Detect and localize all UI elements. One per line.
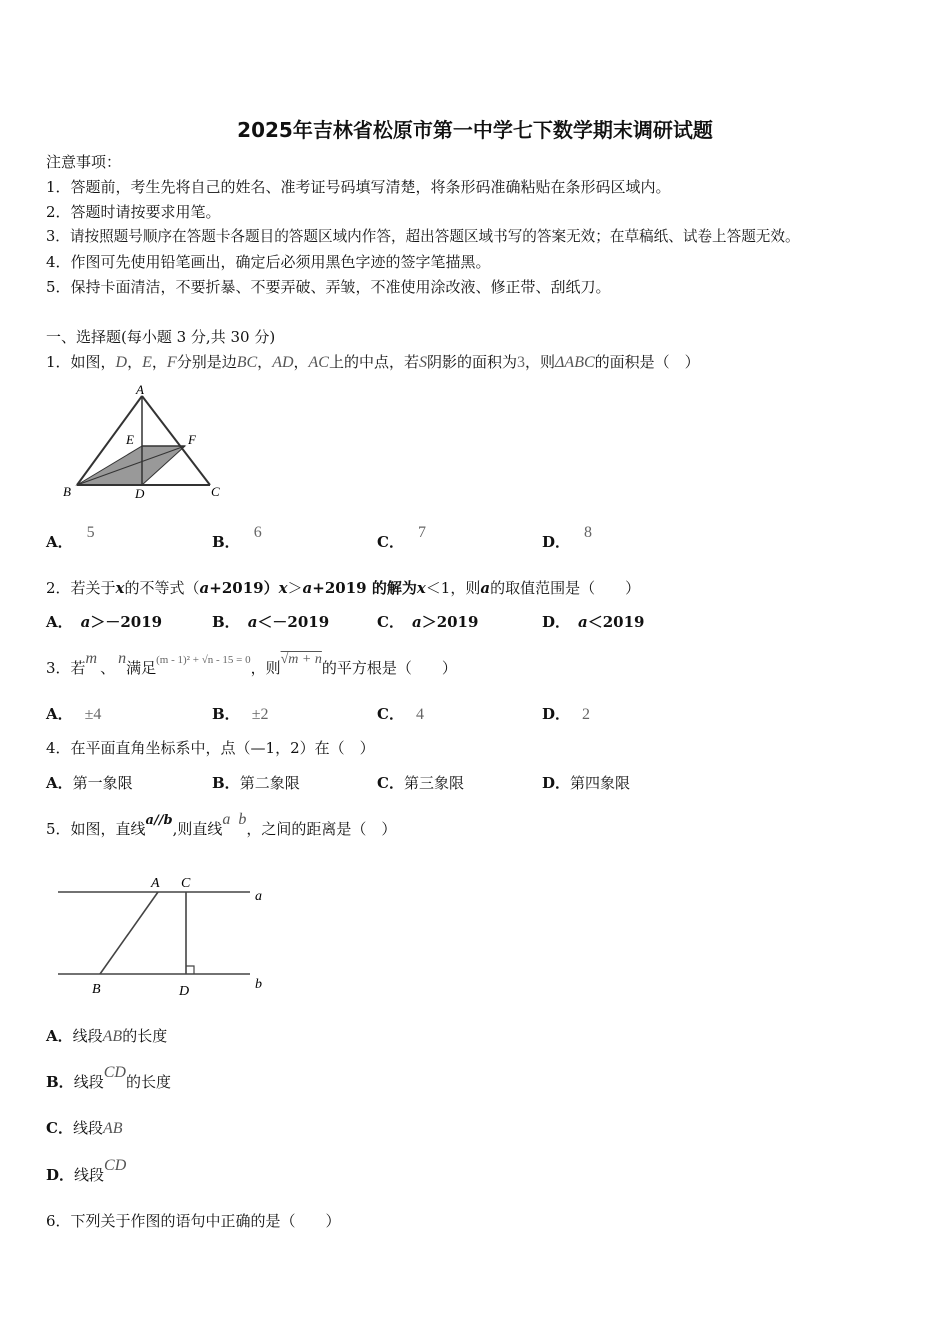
q3-option-d[interactable]: D． 2 <box>542 705 591 723</box>
q4-option-a[interactable]: A．第一象限 <box>46 774 133 792</box>
q3-option-a[interactable]: A． ±4 <box>46 705 102 723</box>
q2-option-d[interactable]: D． a＜2019 <box>542 613 645 631</box>
q2-option-b[interactable]: B． a＜－2019 <box>212 613 330 631</box>
triangle-figure <box>55 380 230 505</box>
notice-item: 1．答题前，考生先将自己的姓名、准考证号码填写清楚，将条形码准确粘贴在条形码区域内。 <box>46 178 671 196</box>
q1-option-c[interactable]: C．7 <box>377 524 426 551</box>
q5-option-b[interactable]: B．线段CD的长度 <box>46 1064 171 1091</box>
fig-label-b: b <box>255 977 262 992</box>
question-2-stem: 2．若关于x的不等式（a+2019）x＞a+2019 的解为x＜1，则a的取值范围是（ ） <box>46 579 641 597</box>
fig-label-E: E <box>126 432 134 447</box>
fig-label-A: A <box>136 382 144 397</box>
q3-option-b[interactable]: B． ±2 <box>212 705 269 723</box>
notice-item: 5．保持卡面清洁，不要折暴、不要弄破、弄皱，不准使用涂改液、修正带、刮纸刀。 <box>46 278 611 296</box>
q3-option-c[interactable]: C． 4 <box>377 705 424 723</box>
page-title: 2025年吉林省松原市第一中学七下数学期末调研试题 <box>237 118 713 142</box>
section-heading: 一、选择题(每小题 3 分,共 30 分) <box>46 328 276 346</box>
parallel-lines-figure <box>50 868 280 1000</box>
notice-heading: 注意事项： <box>46 153 122 171</box>
notice-item: 3．请按照题号顺序在答题卡各题目的答题区域内作答，超出答题区域书写的答案无效；在草稿纸、试卷上答题无效。 <box>46 228 800 245</box>
q3-condition: (m - 1)² + √n - 15 = 0 <box>156 654 251 666</box>
q4-option-b[interactable]: B．第二象限 <box>212 774 300 792</box>
fig-label-C: C <box>181 876 191 891</box>
q5-option-d[interactable]: D．线段CD <box>46 1157 127 1184</box>
q2-option-a[interactable]: A． a＞－2019 <box>46 613 163 631</box>
notice-item: 2．答题时请按要求用笔。 <box>46 203 221 221</box>
q2-option-c[interactable]: C． a＞2019 <box>377 613 479 631</box>
q1-option-b[interactable]: B．6 <box>212 524 262 551</box>
fig-label-C: C <box>211 484 220 499</box>
q1-option-a[interactable]: A．5 <box>46 524 95 551</box>
fig-label-D: D <box>179 984 190 999</box>
q1-option-d[interactable]: D．8 <box>542 524 593 551</box>
q4-option-d[interactable]: D．第四象限 <box>542 774 631 792</box>
question-5-stem: 5．如图，直线a//b,则直线a b，之间的距离是（ ） <box>46 811 397 838</box>
q3-root: √m + n <box>280 652 322 667</box>
fig-label-B: B <box>63 484 71 499</box>
notice-item: 4．作图可先使用铅笔画出，确定后必须用黑色字迹的签字笔描黑。 <box>46 253 491 271</box>
fig-label-D: D <box>135 486 145 501</box>
question-4-stem: 4．在平面直角坐标系中，点（—1，2）在（ ） <box>46 739 375 757</box>
fig-label-B: B <box>92 982 101 997</box>
q5-option-c[interactable]: C．线段AB <box>46 1119 123 1137</box>
question-6-stem: 6．下列关于作图的语句中正确的是（ ） <box>46 1212 341 1230</box>
fig-label-a: a <box>255 889 262 904</box>
q4-option-c[interactable]: C．第三象限 <box>377 774 464 792</box>
question-3-stem: 3．若m、n满足$^{(m - 1)^2 + √n - 15 = 0}$，则√m + n的平方根是（ ） <box>46 650 457 677</box>
q5-option-a[interactable]: A．线段AB的长度 <box>46 1027 168 1045</box>
fig-label-F: F <box>188 432 196 447</box>
fig-label-A: A <box>151 876 160 891</box>
question-1-stem: 1．如图，D，E，F分别是边BC，AD，AC上的中点，若S阴影的面积为3，则ΔABC的面积是（ ） <box>46 353 700 371</box>
